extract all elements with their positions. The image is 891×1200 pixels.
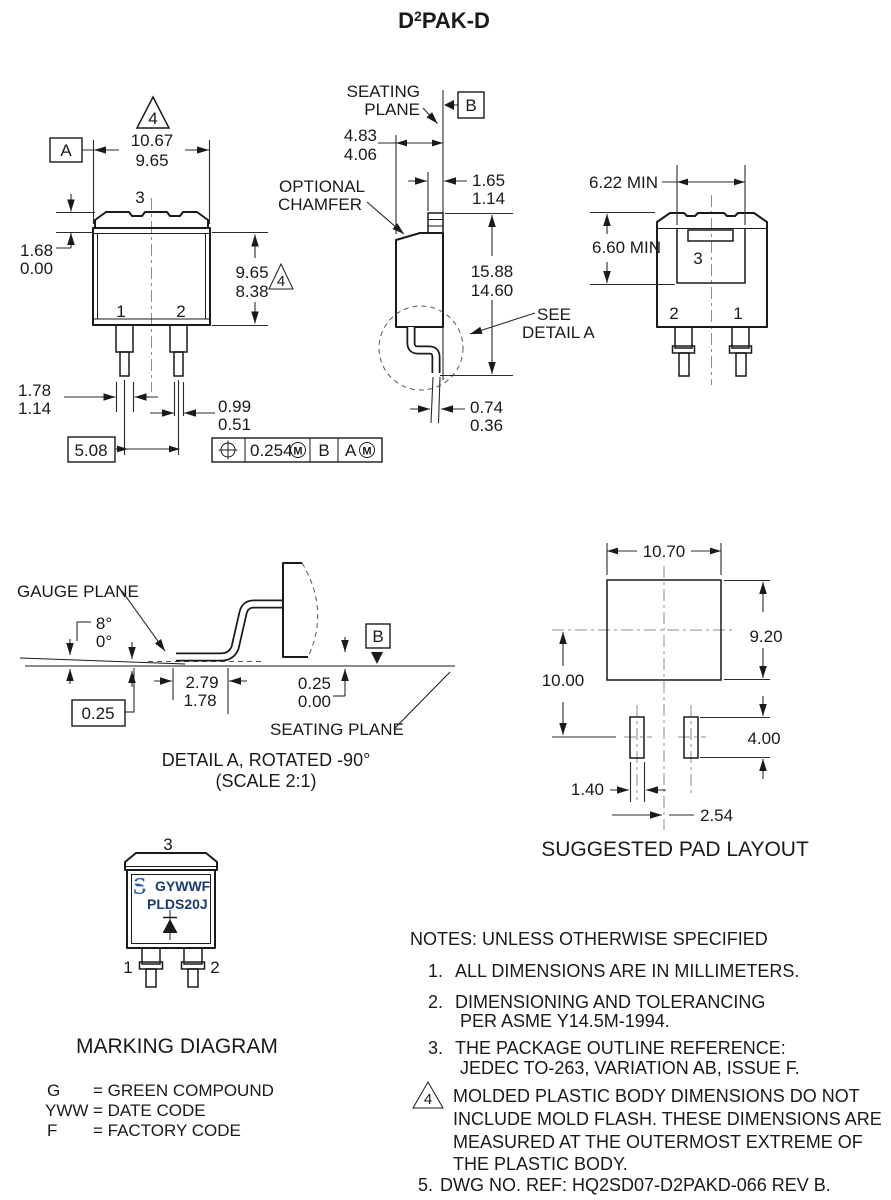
side-foot-max: 0.74: [470, 398, 504, 417]
detail-a-view: [17, 563, 455, 791]
note4-number: 4: [423, 1091, 433, 1108]
side-tab-min: 1.14: [472, 189, 506, 208]
side-datum-b: [444, 92, 484, 118]
detail-radius-dimension: [72, 668, 134, 726]
detail-datum-b-label: B: [372, 627, 384, 646]
back-width-value: 6.22 MIN: [589, 173, 658, 192]
note2-line1: DIMENSIONING AND TOLERANCING: [455, 992, 766, 1012]
detail-body-outline: [283, 563, 308, 657]
note1-number: 1.: [428, 961, 444, 981]
seating-plane-line2: PLANE: [364, 100, 420, 119]
pad-span-dimension: [542, 632, 616, 737]
marking-pin1-label: 1: [123, 958, 133, 977]
side-body-outline: [396, 233, 443, 327]
notes-header: NOTES: UNLESS OTHERWISE SPECIFIED: [410, 929, 768, 949]
front-tab-max: 1.68: [20, 241, 54, 260]
marking-legend: [45, 1081, 274, 1140]
note3-line1: THE PACKAGE OUTLINE REFERENCE:: [455, 1038, 786, 1058]
detail-foot-dimension: [154, 668, 247, 714]
marking-code-line1: GYWWF: [155, 878, 211, 894]
optional-chamfer-line1: OPTIONAL: [279, 177, 365, 196]
pad-layout-view: [541, 542, 809, 861]
notes-section: [410, 929, 882, 1195]
note5-number: 5.: [418, 1175, 434, 1195]
front-pin2-label: 2: [176, 302, 186, 321]
side-length-max: 15.88: [470, 262, 514, 281]
front-pitch-dimension: [68, 380, 180, 462]
front-pin3-label: 3: [135, 188, 145, 207]
detail-standoff-min: 0.00: [297, 692, 331, 711]
pad-layout-caption: SUGGESTED PAD LAYOUT: [541, 838, 809, 861]
marking-diagram-title: MARKING DIAGRAM: [76, 1035, 278, 1058]
side-depth-min: 4.06: [343, 145, 377, 164]
pad-height-value: 9.20: [749, 627, 783, 646]
front-width-dimension: [82, 131, 210, 224]
legend-key-yww: YWW: [45, 1101, 89, 1120]
pad-pitch-dimension: [612, 806, 733, 825]
detail-seating-plane-label: SEATING PLANE: [270, 720, 404, 739]
side-tab-outline: [428, 213, 443, 233]
detail-caption-line1: DETAIL A, ROTATED -90°: [161, 750, 371, 770]
front-flag-note4: [137, 97, 169, 128]
front-height-max: 9.65: [235, 263, 269, 282]
front-flag-label: 4: [148, 109, 158, 128]
pad-height-dimension: [724, 581, 783, 680]
gauge-plane-label: GAUGE PLANE: [17, 582, 139, 601]
front-datum-a: [50, 138, 82, 162]
front-width-min: 9.65: [135, 151, 169, 170]
pad-pin-height-dimension: [700, 696, 781, 779]
back-pad-label: 3: [693, 249, 703, 268]
note4-line1: MOLDED PLASTIC BODY DIMENSIONS DO NOT: [453, 1086, 860, 1106]
side-tab-lines: [428, 220, 443, 227]
front-lead-w-min: 1.14: [18, 399, 52, 418]
note3-number: 3.: [428, 1038, 444, 1058]
note4-line2: INCLUDE MOLD FLASH. THESE DIMENSIONS ARE: [453, 1109, 882, 1129]
front-lead-w-max: 1.78: [18, 381, 52, 400]
detail-angle-max: 8°: [95, 614, 113, 633]
back-view: [589, 165, 767, 385]
fcf-mod1: M: [293, 445, 303, 458]
front-lead-tip-dimension: [150, 382, 251, 434]
see-detail-callout: [470, 305, 595, 342]
side-foot-dimension: [410, 377, 503, 435]
detail-lead-outline: [176, 604, 283, 657]
front-height-dimension: [212, 233, 293, 326]
gauge-plane-callout: [17, 582, 165, 651]
marking-pin3-label: 3: [163, 835, 173, 854]
legend-key-g: G: [47, 1081, 61, 1100]
side-chamfer-callout: [278, 177, 404, 234]
fcf-datum1: B: [318, 441, 330, 460]
seating-plane-line1: SEATING: [346, 82, 420, 101]
front-tab-dimension: [20, 194, 95, 278]
back-pin2-label: 2: [669, 304, 679, 323]
legend-value-g: = GREEN COMPOUND: [93, 1081, 274, 1100]
diode-symbol-icon: [163, 910, 178, 940]
detail-datum-b: [366, 624, 390, 664]
side-depth-max: 4.83: [343, 126, 377, 145]
side-view: [278, 82, 595, 435]
note4-line3: MEASURED AT THE OUTERMOST EXTREME OF: [453, 1132, 863, 1152]
note5-text: DWG NO. REF: HQ2SD07-D2PAKD-066 REV B.: [440, 1175, 831, 1195]
pad-pin-height-value: 4.00: [747, 729, 781, 748]
marking-diagram: [45, 835, 278, 1140]
back-height-value: 6.60 MIN: [592, 238, 661, 257]
legend-value-f: = FACTORY CODE: [93, 1121, 241, 1140]
front-width-max: 10.67: [130, 131, 174, 150]
side-length-min: 14.60: [470, 281, 514, 300]
front-pin1-label: 1: [116, 302, 126, 321]
front-height-flag: 4: [276, 273, 286, 290]
legend-value-yww: = DATE CODE: [93, 1101, 206, 1120]
pad-pin-width-value: 1.40: [570, 780, 604, 799]
svg-text:S: S: [133, 874, 147, 900]
see-detail-line2: DETAIL A: [522, 323, 595, 342]
marking-code-line2: PLDS20J: [147, 896, 208, 912]
detail-angle-min: 0°: [95, 632, 113, 651]
marking-tab-outline: [125, 853, 217, 870]
front-tip-w-min: 0.51: [218, 415, 252, 434]
pad-pitch-value: 2.54: [700, 806, 734, 825]
optional-chamfer-line2: CHAMFER: [277, 195, 362, 214]
front-view: [18, 97, 382, 462]
marking-pins: [140, 948, 205, 987]
detail-radius-value: 0.25: [81, 704, 115, 723]
marking-pin2-label: 2: [210, 958, 220, 977]
side-length-dimension: [440, 214, 513, 376]
fcf-mod2: M: [362, 445, 372, 458]
front-pitch-value: 5.08: [74, 441, 108, 460]
side-foot-min: 0.36: [470, 416, 504, 435]
fcf-datum2: A: [345, 441, 357, 460]
front-feature-control-frame: [212, 438, 382, 462]
detail-foot-min: 1.78: [183, 691, 217, 710]
pad-span-value: 10.00: [541, 671, 585, 690]
note2-line2: PER ASME Y14.5M-1994.: [460, 1011, 670, 1031]
note1-text: ALL DIMENSIONS ARE IN MILLIMETERS.: [455, 961, 800, 981]
detail-body-arc: [302, 563, 318, 657]
detail-angle-dimension: [70, 614, 132, 687]
detail-foot-max: 2.79: [185, 673, 219, 692]
see-detail-line1: SEE: [537, 305, 572, 324]
note4-line4: THE PLASTIC BODY.: [453, 1154, 628, 1174]
note3-line2: JEDEC TO-263, VARIATION AB, ISSUE F.: [460, 1058, 800, 1078]
side-tab-max: 1.65: [472, 171, 506, 190]
note2-number: 2.: [428, 992, 444, 1012]
detail-standoff-dimension: [298, 637, 345, 711]
page-title: $D^2PAK-D$: [398, 8, 490, 33]
front-tip-w-max: 0.99: [218, 397, 252, 416]
front-tab-min: 0.00: [20, 259, 54, 278]
front-datum-a-label: A: [60, 141, 72, 160]
pad-width-value: 10.70: [642, 542, 686, 561]
side-tab-dimension: [408, 171, 505, 211]
front-height-min: 8.38: [235, 282, 269, 301]
side-datum-b-label: B: [465, 96, 477, 115]
detail-standoff-max: 0.25: [297, 674, 331, 693]
front-lead-width-dimension: [18, 381, 158, 418]
back-pin1-label: 1: [733, 304, 743, 323]
side-seating-plane-callout: [347, 82, 438, 124]
detail-caption-line2: (SCALE 2:1): [215, 771, 317, 791]
note4-flag-triangle: [413, 1082, 443, 1108]
back-height-dimension: [590, 213, 675, 285]
fcf-tolerance: 0.254: [250, 441, 293, 460]
back-slot: [688, 230, 733, 241]
legend-key-f: F: [47, 1121, 58, 1140]
pad-pin-width-dimension: [571, 762, 666, 802]
